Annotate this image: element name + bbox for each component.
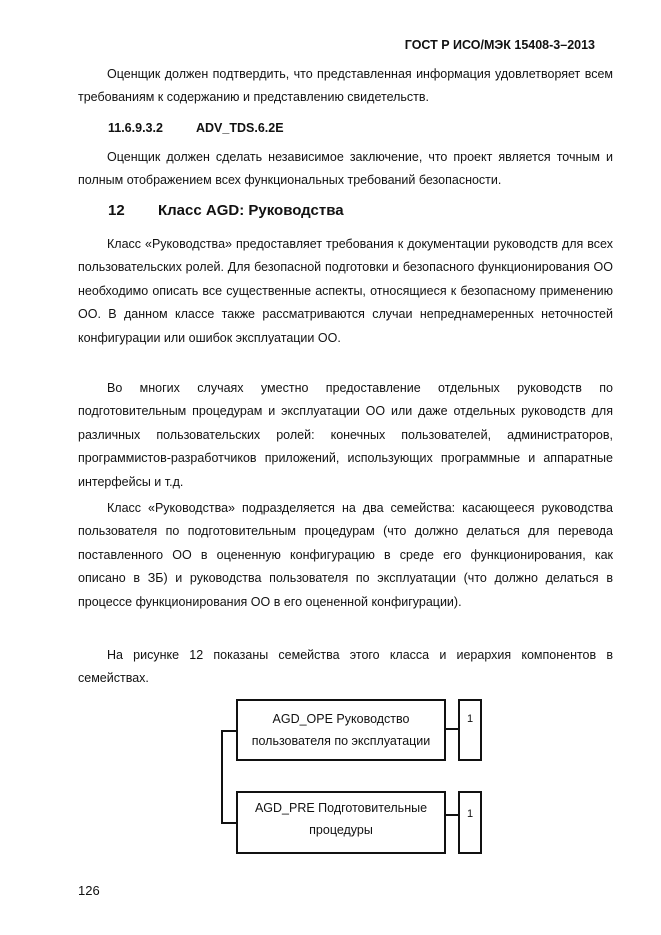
subsection-title: ADV_TDS.6.2E xyxy=(196,121,284,135)
document-header: ГОСТ Р ИСО/МЭК 15408-3–2013 xyxy=(404,38,595,52)
section-number: 12 xyxy=(108,202,125,219)
paragraph-2: Во многих случаях уместно предоставление отдельных руководств по подготовительным процедурам и эксплуатации ОО или даже отдельных руководств для различных пользовательских ролей: конечных пользователей, администраторов, программистов-разработчиков приложений, использующих программные и аппаратные интерфейсы и т.д. xyxy=(78,381,613,489)
intro-paragraph: Оценщик должен подтвердить, что представленная информация удовлетворяет всем требованиям к содержанию и представлению свидетельств. xyxy=(78,67,613,105)
page-number: 126 xyxy=(78,883,100,898)
family-name: AGD_PRE Подготовительные xyxy=(254,801,428,815)
subsection-number: 11.6.9.3.2 xyxy=(108,121,163,135)
component-count-box: 1 xyxy=(458,791,482,854)
family-box-agd-ope xyxy=(236,699,446,761)
connector-line xyxy=(445,814,459,816)
connector-line xyxy=(221,822,237,824)
paragraph-1: Класс «Руководства» предоставляет требования к документации руководств для всех пользовательских ролей. Для безопасной подготовки и безопасного функционирования ОО необходимо описать все существенные аспекты, относящиеся к безопасному применению ОО. В данном классе также рассматриваются случаи непреднамеренных неточностей конфигурации или ошибок эксплуатации ОО. xyxy=(78,237,613,345)
family-description: пользователя по эксплуатации xyxy=(251,734,431,748)
family-box-agd-pre xyxy=(236,791,446,854)
connector-line xyxy=(221,730,237,732)
connector-line xyxy=(445,728,459,730)
family-name: AGD_OPE Руководство xyxy=(272,712,410,726)
paragraph-4: На рисунке 12 показаны семейства этого класса и иерархия компонентов в семействах. xyxy=(78,648,613,686)
family-description: процедуры xyxy=(309,823,373,837)
component-count-box: 1 xyxy=(458,699,482,761)
subsection-heading xyxy=(108,121,284,135)
paragraph-3: Класс «Руководства» подразделяется на два семейства: касающееся руководства пользователя по подготовительным процедурам (что должно делаться для перевода поставленного ОО в оцененную конфигурацию в среде его функционирования, как описано в ЗБ) и руководства пользователя по эксплуатации (что должно делаться в процессе функционирования ОО в его оцененной конфигурации). xyxy=(78,501,613,609)
hierarchy-line xyxy=(221,730,223,824)
section-title: Класс AGD: Руководства xyxy=(158,202,344,219)
subsection-paragraph: Оценщик должен сделать независимое заключение, что проект является точным и полным отображением всех функциональных требований безопасности. xyxy=(78,150,613,188)
section-heading xyxy=(108,202,344,219)
